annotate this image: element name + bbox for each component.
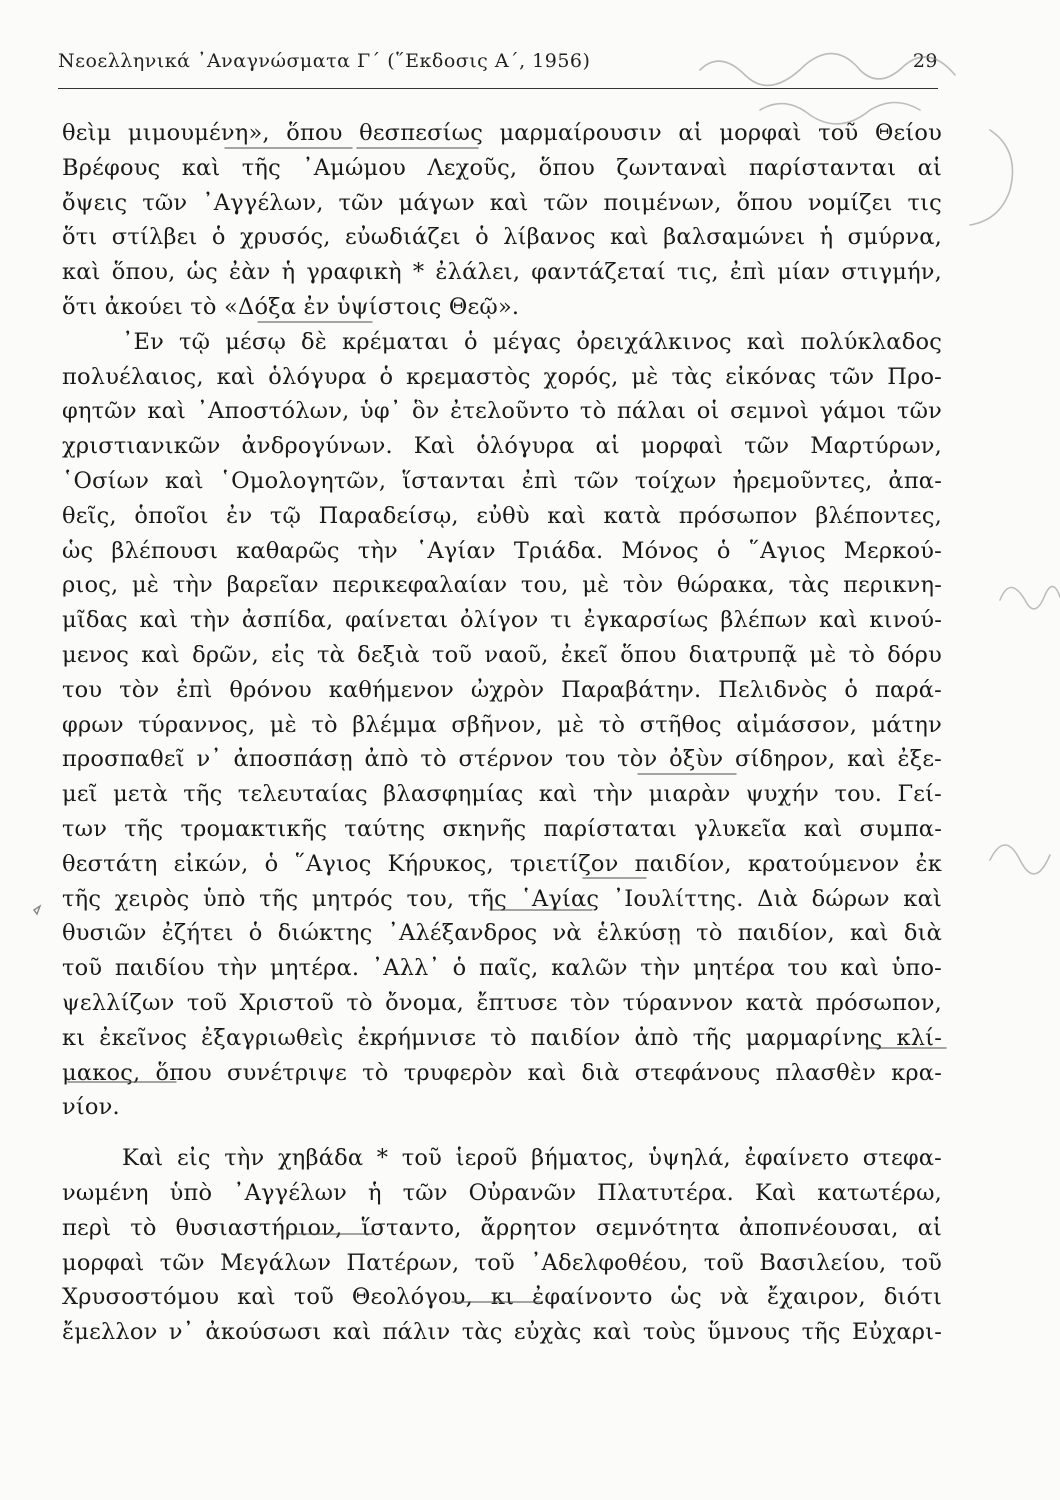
book-title: Νεοελληνικά ᾿Αναγνώσματα Γ΄ (῞Εκδοσις Α΄, 1956) (58, 50, 591, 72)
text-line: προσπαθεῖ ν᾿ ἀποσπάσῃ ἀπὸ τὸ στέρνον του τὸν ὀξὺν σίδηρον, καὶ ἐξε- (62, 746, 942, 773)
text-line: ὄψεις τῶν ᾿Αγγέλων, τῶν μάγων καὶ τῶν ποιμένων, ὅπου νομίζει τις (62, 189, 942, 216)
page-number: 29 (912, 50, 938, 72)
text-line: πολυέλαιος, καὶ ὁλόγυρα ὁ κρεμαστὸς χορός, μὲ τὰς εἰκόνας τῶν Προ- (62, 363, 942, 390)
margin-scribble (1000, 586, 1060, 608)
text-line: νίον. (62, 1094, 120, 1121)
text-line: μεῖ μετὰ τῆς τελευταίας βλασφημίας καὶ τὴν μιαρὰν ψυχήν του. Γεί- (62, 781, 942, 808)
text-line: Βρέφους καὶ τῆς ᾿Αμώμου Λεχοῦς, ὅπου ζωνταναὶ παρίστανται αἱ (62, 154, 942, 181)
margin-scribble (970, 130, 1013, 225)
text-line: θεῖς, ὁποῖοι ἐν τῷ Παραδείσῳ, εὐθὺ καὶ κατὰ πρόσωπον βλέποντες, (62, 502, 942, 529)
text-line: του τὸν ἐπὶ θρόνου καθήμενον ὠχρὸν Παραβάτην. Πελιδνὸς ὁ παρά- (62, 676, 942, 703)
text-line: ᾿Εν τῷ μέσῳ δὲ κρέμαται ὁ μέγας ὀρειχάλκινος καὶ πολύκλαδος (122, 328, 942, 355)
text-line: μῖδας καὶ τὴν ἀσπίδα, φαίνεται ὀλίγον τι ἐγκαρσίως βλέπων καὶ κινού- (62, 607, 942, 634)
header-rule (58, 88, 938, 89)
text-line: ὡς βλέπουσι καθαρῶς τὴν ῾Αγίαν Τριάδα. Μόνος ὁ ῞Αγιος Μερκού- (62, 537, 942, 564)
text-line: θεστάτη εἰκών, ὁ ῞Αγιος Κήρυκος, τριετίζον παιδίον, κρατούμενον ἐκ (62, 850, 942, 877)
text-line: ὅτι στίλβει ὁ χρυσός, εὐωδιάζει ὁ λίβανος καὶ βαλσαμώνει ἡ σμύρνα, (62, 224, 942, 251)
text-line: ὅτι ἀκούει τὸ «Δόξα ἐν ὑψίστοις Θεῷ». (62, 293, 520, 320)
text-line: φητῶν καὶ ᾿Αποστόλων, ὑφ᾿ ὃν ἐτελοῦντο τὸ πάλαι οἱ σεμνοὶ γάμοι τῶν (62, 398, 942, 425)
text-line: των τῆς τρομακτικῆς ταύτης σκηνῆς παρίσταται γλυκεῖα καὶ συμπα- (62, 815, 942, 842)
text-line: ῾Οσίων καὶ ῾Ομολογητῶν, ἵστανται ἐπὶ τῶν τοίχων ἠρεμοῦντες, ἀπα- (62, 467, 942, 494)
text-line: ριος, μὲ τὴν βαρεῖαν περικεφαλαίαν του, μὲ τὸν θώρακα, τὰς περικνη- (62, 572, 942, 599)
margin-scribble (990, 845, 1050, 874)
running-head (58, 50, 938, 78)
margin-tick (34, 906, 40, 914)
text-line: νωμένη ὑπὸ ᾿Αγγέλων ἡ τῶν Οὐρανῶν Πλατυτέρα. Καὶ κατωτέρω, (62, 1179, 942, 1206)
text-line: θεὶμ μιμουμένη», ὅπου θεσπεσίως μαρμαίρουσιν αἱ μορφαὶ τοῦ Θείου (62, 120, 942, 146)
text-line: μενος καὶ δρῶν, εἰς τὰ δεξιὰ τοῦ ναοῦ, ἐκεῖ ὅπου διατρυπᾷ μὲ τὸ δόρυ (62, 641, 942, 668)
body-text (62, 116, 942, 1350)
text-line: τοῦ παιδίου τὴν μητέρα. ᾿Αλλ᾿ ὁ παῖς, καλῶν τὴν μητέρα του καὶ ὑπο- (62, 955, 942, 982)
text-line: περὶ τὸ θυσιαστήριον, ἵσταντο, ἄρρητον σεμνότητα ἀποπνέουσαι, αἱ (62, 1214, 942, 1241)
text-line: χριστιανικῶν ἀνδρογύνων. Καὶ ὁλόγυρα αἱ μορφαὶ τῶν Μαρτύρων, (62, 433, 942, 460)
text-line: Χρυσοστόμου καὶ τοῦ Θεολόγου, κι ἐφαίνοντο ὡς νὰ ἔχαιρον, διότι (62, 1284, 942, 1311)
text-line: τῆς χειρὸς ὑπὸ τῆς μητρός του, τῆς ῾Αγίας ᾿Ιουλίττης. Διὰ δώρων καὶ (62, 885, 942, 912)
text-line: Καὶ εἰς τὴν χηβάδα * τοῦ ἱεροῦ βήματος, ὑψηλά, ἐφαίνετο στεφα- (122, 1145, 942, 1172)
text-line: ἔμελλον ν᾿ ἀκούσωσι καὶ πάλιν τὰς εὐχὰς καὶ τοὺς ὕμνους τῆς Εὐχαρι- (62, 1319, 942, 1346)
text-line: κι ἐκεῖνος ἐξαγριωθεὶς ἐκρήμνισε τὸ παιδίον ἀπὸ τῆς μαρμαρίνης κλί- (62, 1024, 942, 1051)
text-line: μακος, ὅπου συνέτριψε τὸ τρυφερὸν καὶ διὰ στεφάνους πλασθὲν κρα- (62, 1059, 942, 1086)
text-line: μορφαὶ τῶν Μεγάλων Πατέρων, τοῦ ᾿Αδελφοθέου, τοῦ Βασιλείου, τοῦ (62, 1249, 942, 1276)
text-line: φρων τύραννος, μὲ τὸ βλέμμα σβῆνον, μὲ τὸ στῆθος αἱμάσσον, μάτην (62, 711, 942, 738)
text-line: καὶ ὅπου, ὡς ἐὰν ἡ γραφικὴ * ἐλάλει, φαντάζεταί τις, ἐπὶ μίαν στιγμήν, (62, 259, 942, 286)
text-line: θυσιῶν ἐζήτει ὁ διώκτης ᾿Αλέξανδρος νὰ ἑλκύσῃ τὸ παιδίον, καὶ διὰ (62, 920, 942, 947)
text-line: ψελλίζων τοῦ Χριστοῦ τὸ ὄνομα, ἔπτυσε τὸν τύραννον κατὰ πρόσωπον, (62, 989, 942, 1016)
